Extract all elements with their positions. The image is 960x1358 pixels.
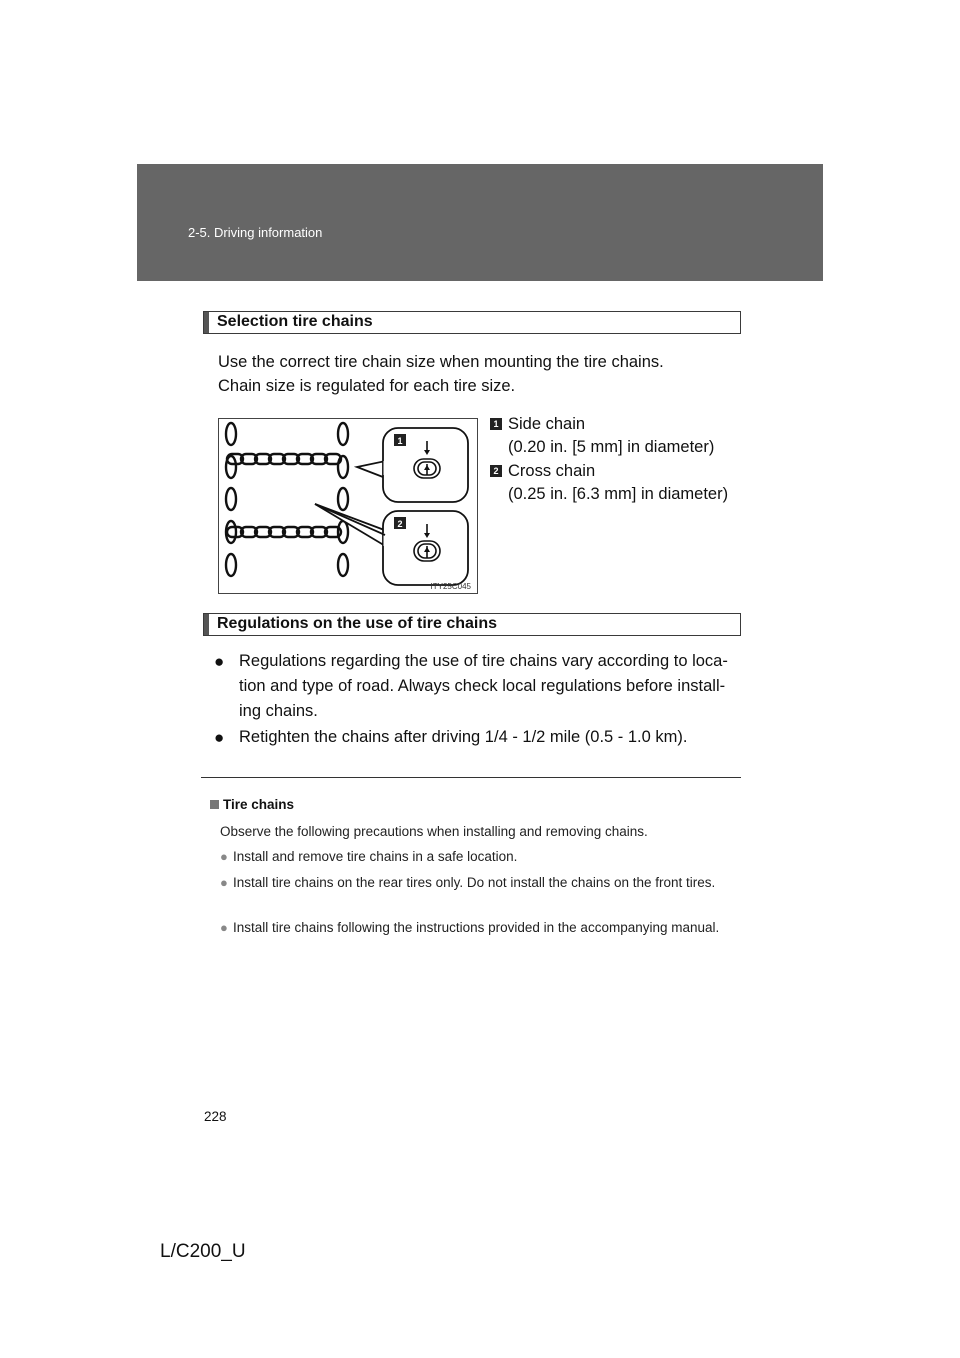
- legend-number-badge: 1: [490, 418, 502, 430]
- section-heading-selection: [203, 311, 741, 334]
- intro-line-2: Chain size is regulated for each tire size.: [218, 377, 516, 395]
- note-title: [210, 797, 294, 812]
- header-band: [137, 164, 823, 281]
- note-bullet-icon: ●: [220, 920, 228, 935]
- document-code: L/C200_U: [160, 1241, 246, 1262]
- note-bullet-1: [220, 847, 740, 867]
- legend-item-side-chain: [490, 413, 714, 459]
- legend-title: Side chain: [508, 415, 586, 433]
- note-square-icon: [210, 800, 219, 809]
- note-bullet-text: Install and remove tire chains in a safe location.: [233, 849, 518, 864]
- heading-bar: [204, 312, 209, 333]
- callout-1-label: 1: [397, 436, 403, 446]
- bullet-dot-icon: ●: [214, 728, 225, 747]
- heading-bar: [204, 614, 209, 635]
- note-bullet-text: Install tire chains on the rear tires only. Do not install the chains on the front tires.: [233, 875, 716, 890]
- divider: [201, 777, 741, 778]
- note-intro: Observe the following precautions when installing and removing chains.: [220, 824, 648, 839]
- legend-item-cross-chain: [490, 460, 728, 506]
- section-label: 2-5. Driving information: [188, 225, 323, 240]
- note-bullet-2: [220, 873, 740, 893]
- tire-chain-illustration: [219, 419, 477, 593]
- note-title-text: Tire chains: [223, 797, 295, 812]
- bullet-dot-icon: ●: [214, 652, 225, 671]
- legend-detail: (0.25 in. [6.3 mm] in diameter): [508, 485, 729, 503]
- note-bullet-icon: ●: [220, 875, 228, 890]
- bullet-text: Retighten the chains after driving 1/4 - 1/2 mile (0.5 - 1.0 km).: [239, 728, 688, 746]
- bullet-text: Regulations regarding the use of tire chains vary according to loca-tion and type of road. Always check local regulations before install-ing chains.: [239, 652, 728, 720]
- heading-text: Regulations on the use of tire chains: [217, 615, 498, 632]
- note-bullet-icon: ●: [220, 849, 228, 864]
- note-bullet-text: Install tire chains following the instructions provided in the accompanying manual.: [233, 920, 720, 935]
- regulation-bullet-2: [214, 725, 742, 750]
- page-number: 228: [204, 1109, 227, 1124]
- tire-chain-figure: [218, 418, 478, 594]
- legend-title: Cross chain: [508, 462, 596, 480]
- figure-code: ITY25C045: [430, 582, 471, 591]
- regulation-bullet-1: [214, 649, 742, 724]
- legend-number-badge: 2: [490, 465, 502, 477]
- legend-detail: (0.20 in. [5 mm] in diameter): [508, 438, 715, 456]
- callout-2-label: 2: [397, 519, 403, 529]
- note-bullet-3: [220, 918, 740, 938]
- intro-line-1: Use the correct tire chain size when mounting the tire chains.: [218, 353, 664, 371]
- heading-text: Selection tire chains: [217, 313, 373, 330]
- section-heading-regulations: [203, 613, 741, 636]
